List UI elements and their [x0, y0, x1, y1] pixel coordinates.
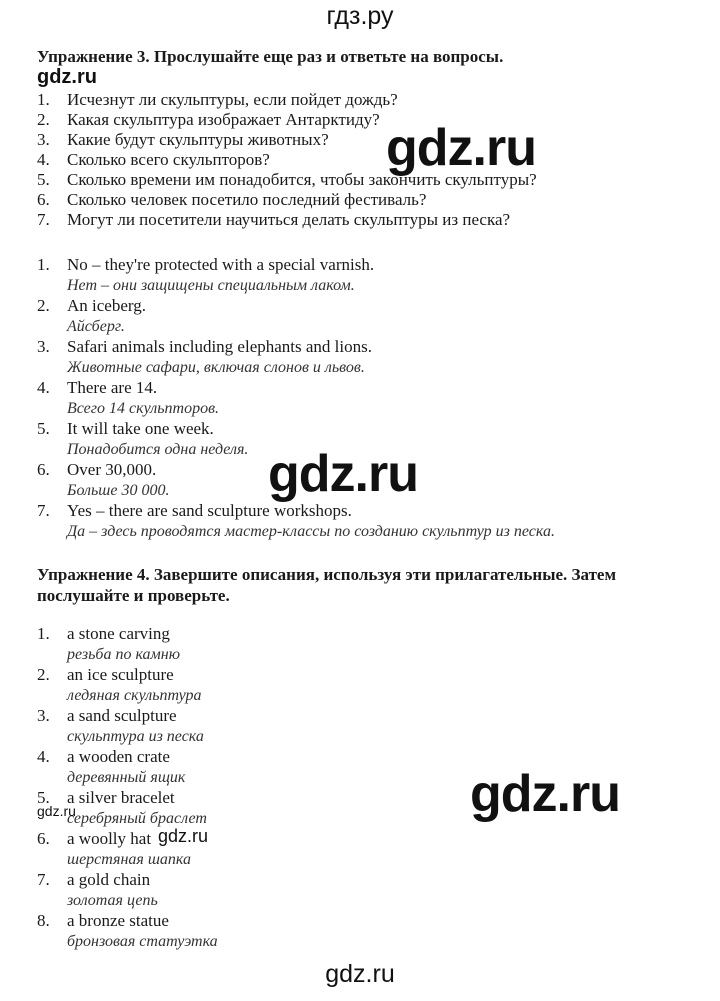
answer-russian: Животные сафари, включая слонов и львов. [67, 359, 365, 376]
answer-russian: Да – здесь проводятся мастер-классы по созданию скульптур из песка. [67, 523, 555, 540]
description-russian: бронзовая статуэтка [67, 933, 218, 950]
description-english: an ice sculpture [67, 665, 174, 684]
watermark-large-3: gdz.ru [470, 765, 620, 823]
watermark-large-2: gdz.ru [268, 445, 418, 503]
answer-english: An iceberg. [67, 296, 146, 315]
description-english: a bronze statue [67, 911, 169, 930]
item-number: 1. [37, 624, 50, 643]
answer-english: Over 30,000. [67, 460, 157, 479]
item-number: 7. [37, 870, 50, 889]
item-number: 7. [37, 210, 50, 229]
description-english: a woolly hat [67, 829, 152, 848]
item-number: 3. [37, 130, 50, 149]
item-number: 7. [37, 501, 50, 520]
item-number: 6. [37, 829, 50, 848]
description-russian: скульптура из песка [67, 728, 204, 745]
question-text: Сколько всего скульпторов? [67, 150, 270, 169]
description-english: a sand sculpture [67, 706, 177, 725]
item-number: 5. [37, 170, 50, 189]
watermark-small-left: gdz.ru [37, 803, 76, 819]
item-number: 4. [37, 378, 50, 397]
question-text: Какая скульптура изображает Антарктиду? [67, 110, 380, 129]
watermark-large-1: gdz.ru [386, 119, 536, 177]
item-number: 3. [37, 706, 50, 725]
item-number: 1. [37, 255, 50, 274]
answer-english: There are 14. [67, 378, 158, 397]
answer-russian: Айсберг. [67, 318, 125, 335]
item-number: 2. [37, 296, 50, 315]
description-english: a gold chain [67, 870, 151, 889]
watermark-small-mid: gdz.ru [158, 826, 209, 846]
question-text: Сколько времени им понадобится, чтобы закончить скульптуры? [67, 170, 537, 189]
question-text: Сколько человек посетило последний фестиваль? [67, 190, 427, 209]
answer-english: No – they're protected with a special varnish. [67, 255, 375, 274]
question-text: Могут ли посетители научиться делать скульптуры из песка? [67, 210, 511, 229]
description-english: a silver bracelet [67, 788, 175, 807]
exercise-3-title: Упражнение 3. Прослушайте еще раз и ответьте на вопросы. [37, 47, 504, 66]
answer-russian: Понадобится одна неделя. [67, 441, 249, 458]
description-english: a wooden crate [67, 747, 170, 766]
answer-russian: Всего 14 скульпторов. [67, 400, 220, 417]
description-russian: шерстяная шапка [67, 851, 192, 868]
exercise-4-title-line-2: послушайте и проверьте. [37, 586, 230, 605]
item-number: 6. [37, 190, 50, 209]
answer-english: It will take one week. [67, 419, 214, 438]
description-russian: деревянный ящик [67, 769, 186, 786]
answer-russian: Больше 30 000. [67, 482, 170, 499]
item-number: 2. [37, 110, 50, 129]
item-number: 4. [37, 747, 50, 766]
item-number: 5. [37, 419, 50, 438]
item-number: 6. [37, 460, 50, 479]
item-number: 5. [37, 788, 50, 807]
description-russian: резьба по камню [67, 646, 180, 663]
question-text: Какие будут скульптуры животных? [67, 130, 329, 149]
item-number: 3. [37, 337, 50, 356]
watermark-small-top: gdz.ru [37, 66, 97, 88]
footer-watermark[interactable]: gdz.ru [325, 960, 395, 988]
item-number: 2. [37, 665, 50, 684]
question-text: Исчезнут ли скульптуры, если пойдет дождь? [67, 90, 398, 109]
item-number: 4. [37, 150, 50, 169]
exercise-4-title-line-1: Упражнение 4. Завершите описания, используя эти прилагательные. Затем [37, 565, 617, 584]
item-number: 8. [37, 911, 50, 930]
description-russian: ледяная скульптура [67, 687, 202, 704]
description-russian: серебряный браслет [67, 810, 207, 827]
answer-english: Yes – there are sand sculpture workshops. [67, 501, 352, 520]
description-russian: золотая цепь [67, 892, 158, 909]
answer-english: Safari animals including elephants and lions. [67, 337, 372, 356]
item-number: 1. [37, 90, 50, 109]
site-header[interactable]: гдз.ру [326, 2, 394, 30]
answer-russian: Нет – они защищены специальным лаком. [67, 277, 355, 294]
description-english: a stone carving [67, 624, 170, 643]
